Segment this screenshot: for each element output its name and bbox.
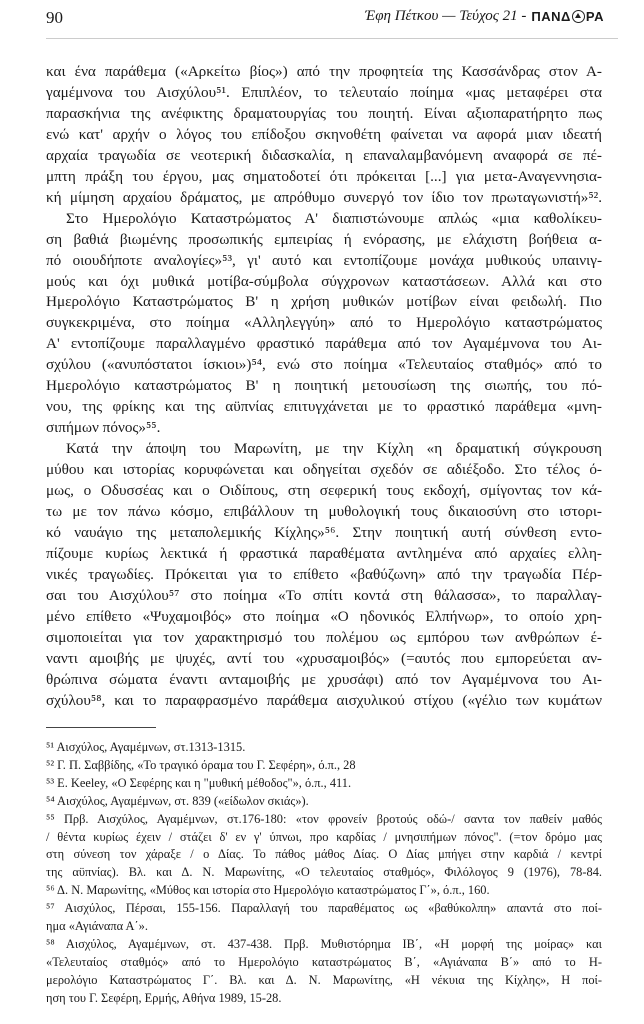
footnote-58: ⁵⁸ Αισχύλος, Αγαμέμνων, στ. 437-438. Πρβ. Μυθιστόρημα ΙΒ΄, «Η μορφή της μοίρας» και <box>46 936 602 951</box>
text-line: πίζουμε κυρίως λεκτικά ή φραστικά παραθέματα αντλημένα από αρχαίες ελλη- <box>46 544 602 562</box>
text-line: ση βαθιά βιωμένης προσωπικής εμπειρίας ή ενόρασης, με ελάχιστη βοήθεια α- <box>46 230 602 248</box>
footnote-55-cont: στη σύνεση τον χάραξε / ο Δίας. Το πάθος μάθος Δίας. Ο Δίας μπήγει στην καρδιά / κεντρί <box>46 847 602 862</box>
text-line: μούς και όχι μυθικά μοτίβα-σύμβολα σύγχρονων καταστάσεων. Αλλά και στο <box>46 272 602 290</box>
text-line: Ημερολόγιο Καταστρώματος Β' η χρήση μυθικών μοτίβων είναι φειδωλή. Πιο <box>46 293 602 311</box>
text-line: σιμοποιείται για τον χαρακτηρισμό του πολέμου ως εμπόρου των ανθρώπων έ- <box>46 628 602 646</box>
text-line: τω με τον πάνω κόσμο, επιβάλλουν τη μυθολογική τους δικαιοσύνη στο ιστορι- <box>46 503 602 521</box>
text-line: γαμέμνονα του Αισχύλου⁵¹. Επιπλέον, το τελευταίο ποίημα «μας μεταφέρει στα <box>46 83 602 101</box>
text-line: ενώ κατ' αρχήν ο λόγος του επίδοξου σκηνοθέτη φαίνεται να αφορά μιαν ιδεατή <box>46 125 602 143</box>
footnote-58-cont: μερολόγιο Καταστρώματος Γ΄. Βλ. και Δ. Ν. Μαρωνίτης, «Η νέκυια της Κίχλης», Η ποί- <box>46 972 602 987</box>
footnote-57: ⁵⁷ Αισχύλος, Πέρσαι, 155-156. Παραλλαγή του παραθέματος ως «βαθύκολπη» απαντά στο ποί- <box>46 901 602 916</box>
text-line: νου, της φρίκης και της αϋπνίας επιτυγχάνεται με το φραστικό παράθεμα «μνη- <box>46 398 602 416</box>
footnote-54: ⁵⁴ Αισχύλος, Αγαμέμνων, στ. 839 («είδωλον σκιάς»). <box>46 793 309 808</box>
pandora-logo <box>531 9 604 24</box>
text-line: Στο Ημερολόγιο Καταστρώματος Α' διαπιστώνουμε απλώς «μια καθολίκευ- <box>66 209 602 227</box>
text-line: μως, ο Οδυσσέας και ο Οιδίπους, στη σεφερική τους εκδοχή, σμίγοντας τον κά- <box>46 482 602 500</box>
text-line: μένο επίθετο «Ψυχαμοιβός» στο ποίημα «Ο ηδονικός Ελπήνωρ», το οποίο χρη- <box>46 607 602 625</box>
text-line: μύθου και ιστορίας κορυφώνεται και οδηγείται σχεδόν σε αδιέξοδο. Στο τέλος ό- <box>46 461 602 479</box>
footnote-55-cont: / θέντα κυρίως έχειν / στάζει δ' εν γ' ύπνωι, προ καρδίας / μνησιπήμων πόνος". (=τον δρόμο μας <box>46 829 602 844</box>
footnote-55: ⁵⁵ Πρβ. Αισχύλος, Αγαμέμνων, στ.176-180: «τον φρονείν βροτούς οδώ-/ σαντα τον παθείν μαθός <box>46 811 602 826</box>
text-line: Ημερολόγιο καταστρώματος Β' η ποιητική μετουσίωση της σιωπής, του πό- <box>46 377 602 395</box>
footnote-rule <box>46 727 156 728</box>
text-line: μπτη πράξη του έργου, μας σηματοδοτεί ότι πρόκειται [...] για μετα-Αναγεννησια- <box>46 167 602 185</box>
footnotes <box>46 739 602 1008</box>
text-line: σιπήμων πόνος»⁵⁵. <box>46 419 161 437</box>
text-line: σχύλου⁵⁸, και το παραφρασμένο παράθεμα αισχυλικού στίχου («γέλιο των κυμάτων <box>46 691 602 709</box>
footnote-56: ⁵⁶ Δ. Ν. Μαρωνίτης, «Μύθος και ιστορία στο Ημερολόγιο καταστρώματος Γ΄», ό.π., 160. <box>46 883 490 898</box>
footnote-58-cont: ηση του Γ. Σεφέρη, Ερμής, Αθήνα 1989, 15-28. <box>46 990 282 1005</box>
text-line: παρασκήνια της ανέφικτης δραματουργίας του ποιητή. Είναι αξιοπαρατήρητο πως <box>46 104 602 122</box>
logo-text-b: ΡΑ <box>585 9 604 24</box>
text-line: κό ναυάγιο της μεταπολεμικής Κίχλης»⁵⁶. Στην ποιητική αυτή σύνθεση εντο- <box>46 523 602 541</box>
header-rule <box>46 38 618 39</box>
footnote-52: ⁵² Γ. Π. Σαββίδης, «Το τραγικό όραμα του Γ. Σεφέρη», ό.π., 28 <box>46 757 356 772</box>
text-line: πό οιουδήποτε αναλογίες»⁵³, γι' αυτό και εντοπίζουμε μονάχα μυθικούς υπαινιγ- <box>46 251 602 269</box>
text-line: Α' εντοπίζουμε παραλλαγμένο φραστικό παράθεμα από τον Αγαμέμνονα του Αι- <box>46 335 602 353</box>
text-line: σχύλου («ανυπόστατοι ίσκιοι»)⁵⁴, ενώ στο ποίημα «Τελευταίος σταθμός» από το <box>46 356 602 374</box>
text-line: συγκεκριμένα, στο ποίημα «Αλληλεγγύη» από το Ημερολόγιο καταστρώματος <box>46 314 602 332</box>
footnote-55-cont: της αϋπνίας). Βλ. και Δ. Ν. Μαρωνίτης, «Ο τελευταίος σταθμός», Φιλόλογος 9 (1976), 78-84. <box>46 865 602 880</box>
footnote-53: ⁵³ E. Keeley, «Ο Σεφέρης και η "μυθική μέθοδος"», ό.π., 411. <box>46 775 352 790</box>
text-line: κή μίμηση αρχαίου δράματος, με απρόθυμο συνεργό τον ίδιο τον πρωταγωνιστή»⁵². <box>46 188 602 206</box>
page-number: 90 <box>46 8 63 27</box>
footnote-57-cont: ημα «Αγιάναπα Α΄». <box>46 919 148 934</box>
running-title: Έφη Πέτκου — Τεύχος 21 - <box>365 8 527 24</box>
text-line: θρώπινα σώματα έναντι ανταμοιβής με χρυσάφι) από τον Αγαμέμνονα του Αι- <box>46 670 602 688</box>
text-line: ναντι αμοιβής με ψυχές, αντί του «χρυσαμοιβός» (=αυτός που εμπορεύεται αν- <box>46 649 602 667</box>
running-header <box>365 8 604 25</box>
logo-text-a: ΠΑΝΔ <box>531 9 571 24</box>
text-line: Κατά την άποψη του Μαρωνίτη, με την Κίχλη «η δραματική σύγκρουση <box>66 440 602 458</box>
logo-circle-icon <box>572 10 585 23</box>
main-text <box>46 62 602 712</box>
text-line: αρχαία τραγωδία σε νεοτερική διδασκαλία, η επαναλαμβανόμενη αναφορά σε πέ- <box>46 146 602 164</box>
text-line: σαι του Αισχύλου⁵⁷ στο ποίημα «Το σπίτι κοντά στη θάλασσα», το παραλλαγ- <box>46 586 602 604</box>
text-line: και ένα παράθεμα («Αρκείτω βίος») από την προφητεία της Κασσάνδρας στον Α- <box>46 63 602 80</box>
text-line: νικές τραγωδίες. Πρόκειται για το επίθετο «βαθύζωνη» από την τραγωδία Πέρ- <box>46 565 602 583</box>
footnote-58-cont: «Τελευταίος σταθμός» από το Ημερολόγιο καταστρώματος Β΄, «Αγιάναπα Β΄» από το Η- <box>46 954 602 969</box>
footnote-51: ⁵¹ Αισχύλος, Αγαμέμνων, στ.1313-1315. <box>46 740 246 754</box>
